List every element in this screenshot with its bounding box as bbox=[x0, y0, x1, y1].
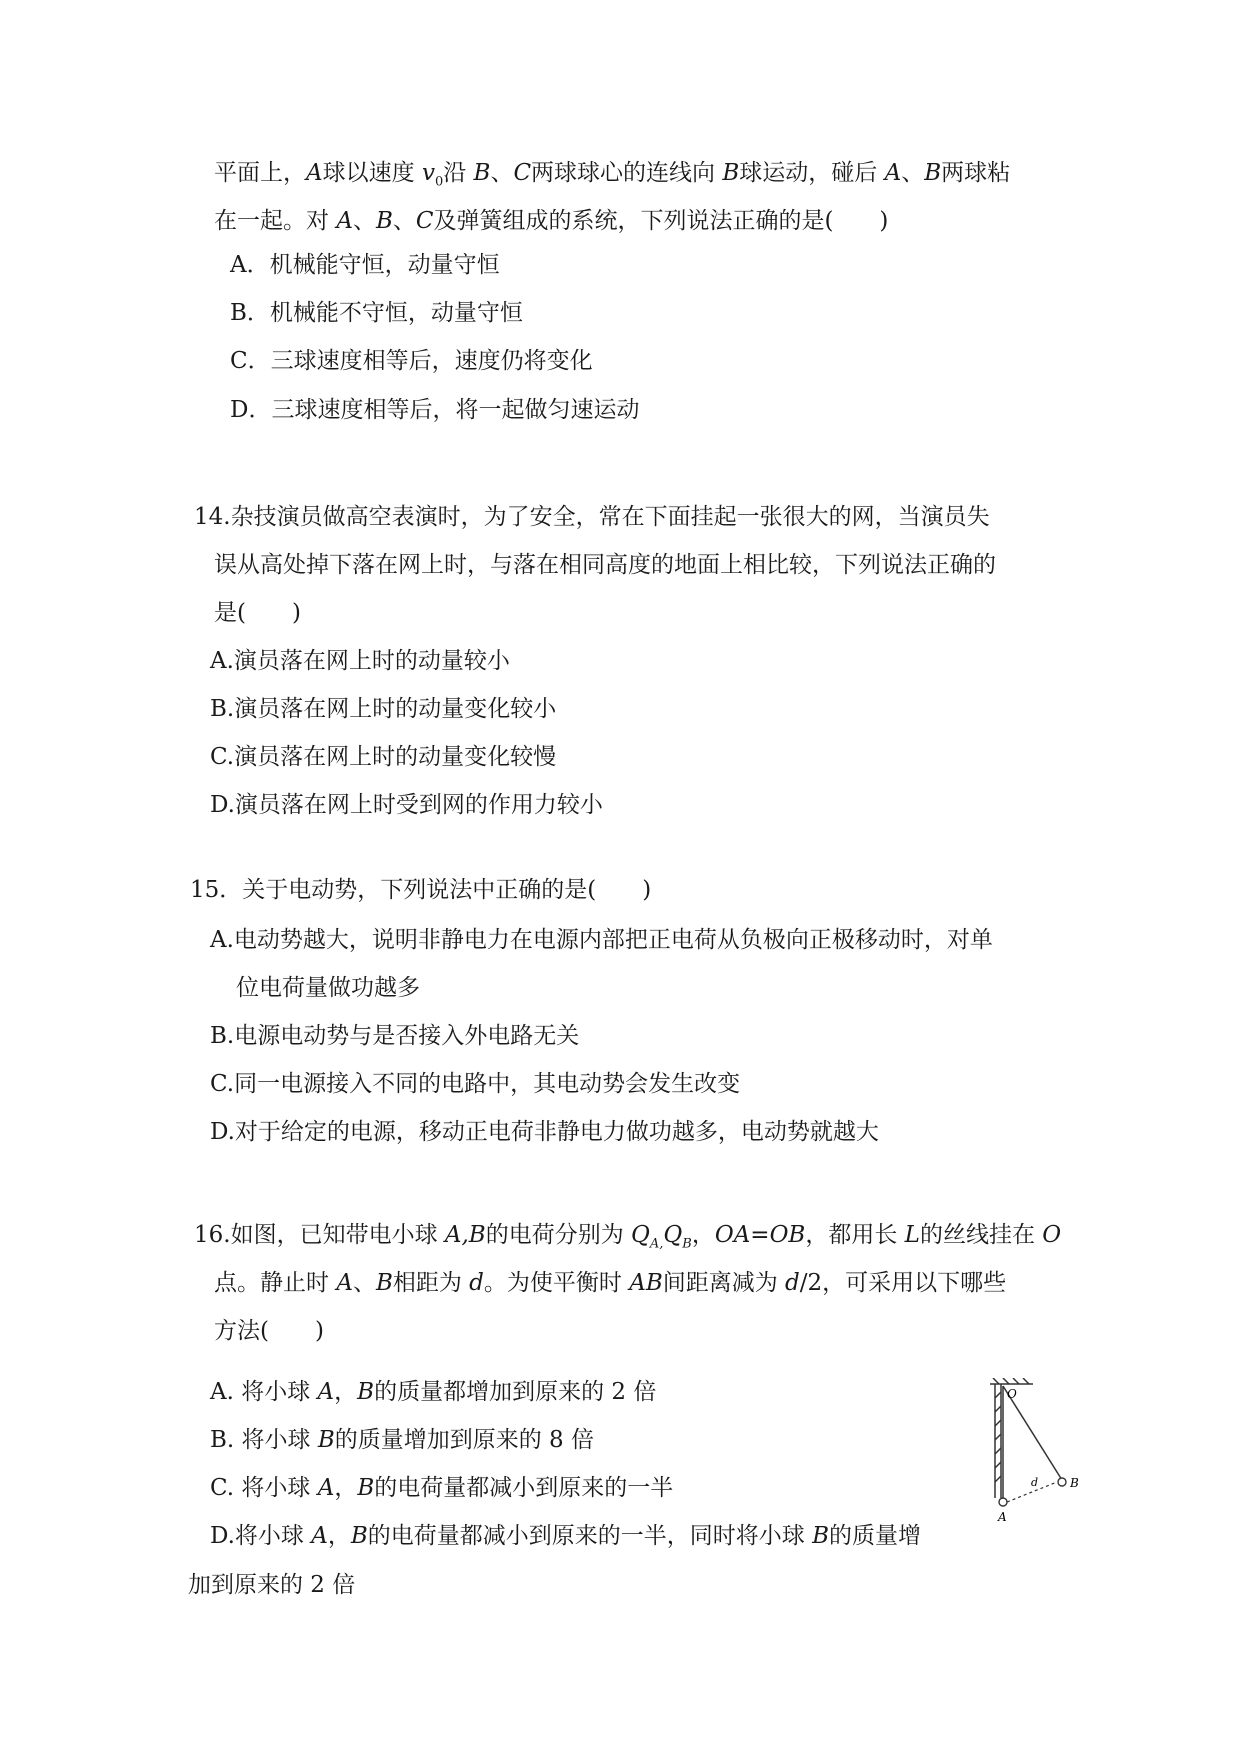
q15-stem: 15．关于电动势，下列说法中正确的是( ) bbox=[190, 877, 652, 903]
label-d: d bbox=[1031, 1476, 1039, 1489]
q16-option-d-line-2: 加到原来的 2 倍 bbox=[188, 1572, 356, 1598]
q16-option-c: C. 将小球 A，B的电荷量都减小到原来的一半 bbox=[210, 1475, 674, 1501]
ball-a bbox=[999, 1498, 1007, 1506]
q14-option-a: A.演员落在网上时的动量较小 bbox=[210, 648, 510, 674]
q16-option-a: A. 将小球 A，B的质量都增加到原来的 2 倍 bbox=[210, 1379, 657, 1405]
q14-option-c: C.演员落在网上时的动量变化较慢 bbox=[210, 744, 557, 770]
q15-option-a-line-2: 位电荷量做功越多 bbox=[236, 975, 420, 1001]
q15-option-d: D.对于给定的电源，移动正电荷非静电力做功越多，电动势就越大 bbox=[210, 1119, 879, 1145]
ceiling-support bbox=[990, 1378, 1033, 1384]
q15-option-c: C.同一电源接入不同的电路中，其电动势会发生改变 bbox=[210, 1071, 741, 1097]
q16-stem-line-3: 方法( ) bbox=[214, 1318, 324, 1344]
q14-option-d: D.演员落在网上时受到网的作用力较小 bbox=[210, 792, 603, 818]
q13-option-c: C．三球速度相等后，速度仍将变化 bbox=[230, 348, 593, 374]
ball-b bbox=[1058, 1478, 1066, 1486]
q14-stem-line-3: 是( ) bbox=[214, 600, 301, 626]
q13-option-d: D．三球速度相等后，将一起做匀速运动 bbox=[230, 397, 640, 423]
q16-option-b: B. 将小球 B的质量增加到原来的 8 倍 bbox=[210, 1427, 595, 1453]
q16-option-d-line-1: D.将小球 A，B的电荷量都减小到原来的一半，同时将小球 B的质量增 bbox=[210, 1523, 921, 1549]
label-a: A bbox=[998, 1510, 1007, 1524]
q14-stem-line-1: 14.杂技演员做高空表演时，为了安全，常在下面挂起一张很大的网，当演员失 bbox=[194, 504, 990, 530]
q15-option-b: B.电源电动势与是否接入外电路无关 bbox=[210, 1023, 580, 1049]
q13-stem-line-2: 在一起。对 A、B、C及弹簧组成的系统，下列说法正确的是( ) bbox=[214, 208, 889, 234]
q13-stem-line-1: 平面上，A球以速度 $v_0$沿 B、C两球球心的连线向 B球运动，碰后 A、B两球粘 bbox=[214, 160, 1011, 190]
q14-option-b: B.演员落在网上时的动量变化较小 bbox=[210, 696, 557, 722]
q14-stem-line-2: 误从高处掉下落在网上时，与落在相同高度的地面上相比较，下列说法正确的 bbox=[214, 552, 996, 578]
q13-option-a: A．机械能守恒，动量守恒 bbox=[230, 252, 500, 278]
label-o: O bbox=[1007, 1387, 1017, 1401]
label-b: B bbox=[1070, 1476, 1079, 1490]
q15-option-a-line-1: A.电动势越大，说明非静电力在电源内部把正电荷从负极向正极移动时，对单 bbox=[210, 927, 993, 953]
pendulum-figure bbox=[985, 1378, 1095, 1528]
wall-rod bbox=[995, 1384, 1001, 1498]
q16-stem-line-2: 点。静止时 A、B相距为 d。为使平衡时 AB间距离减为 d/2，可采用以下哪些 bbox=[214, 1270, 1007, 1296]
q16-stem-line-1: 16.如图，已知带电小球 A,B的电荷分别为 $Q_{A,}Q_B$，OA=OB，都用长 L的丝线挂在 O bbox=[194, 1222, 1062, 1252]
q13-option-b: B．机械能不守恒，动量守恒 bbox=[230, 300, 523, 326]
